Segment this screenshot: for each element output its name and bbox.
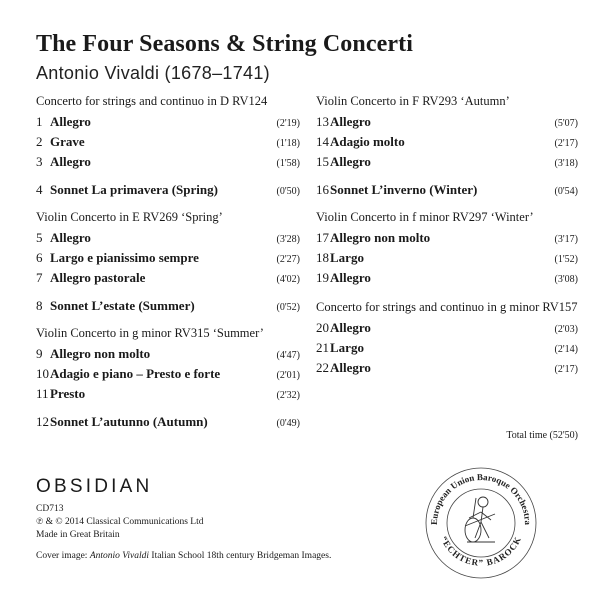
track-title: Adagio molto xyxy=(330,134,405,149)
track-duration: (2'01) xyxy=(276,370,300,381)
track-duration: (5'07) xyxy=(554,118,578,129)
track-row-sonnet xyxy=(36,412,300,432)
track-number: 5 xyxy=(36,230,43,245)
copyright-line: ℗ & © 2014 Classical Communications Ltd xyxy=(36,517,204,527)
record-label-logo: OBSIDIAN xyxy=(36,476,153,497)
credit-prefix: Cover image: xyxy=(36,551,90,561)
track-title: Allegro xyxy=(50,154,91,169)
track-row xyxy=(316,228,578,248)
track-row-sonnet xyxy=(316,180,578,200)
track-title: Allegro xyxy=(330,320,371,335)
track-title: Allegro xyxy=(50,230,91,245)
track-row xyxy=(36,384,300,404)
track-number: 3 xyxy=(36,154,43,169)
page-subtitle: Antonio Vivaldi (1678–1741) xyxy=(36,63,270,83)
track-row xyxy=(36,248,300,268)
tracklist-right-column xyxy=(316,94,578,378)
track-title: Allegro non molto xyxy=(330,230,431,245)
release-info xyxy=(36,503,203,542)
track-row xyxy=(36,152,300,172)
track-number: 13 xyxy=(316,114,329,129)
work-heading: Concerto for strings and continuo in D RV124 xyxy=(36,94,268,108)
track-duration: (2'17) xyxy=(554,138,578,149)
track-duration: (1'52) xyxy=(554,254,578,265)
track-duration: (2'14) xyxy=(554,344,578,355)
track-title: Sonnet L’inverno (Winter) xyxy=(330,182,478,197)
track-title: Sonnet L’autunno (Autumn) xyxy=(50,414,208,429)
cello-musician-icon xyxy=(465,497,495,542)
track-row xyxy=(316,248,578,268)
track-number: 12 xyxy=(36,414,49,429)
track-duration: (2'32) xyxy=(276,390,300,401)
track-title: Allegro xyxy=(330,360,371,375)
track-number: 2 xyxy=(36,134,43,149)
track-title: Allegro xyxy=(330,154,371,169)
credit-artist: Antonio Vivaldi xyxy=(89,551,150,561)
track-title: Allegro pastorale xyxy=(50,270,146,285)
track-title: Allegro xyxy=(50,114,91,129)
track-row xyxy=(36,228,300,248)
track-duration: (2'17) xyxy=(554,364,578,375)
track-row-sonnet xyxy=(36,296,300,316)
track-title: Sonnet L’estate (Summer) xyxy=(50,298,195,313)
track-row xyxy=(316,268,578,288)
track-duration: (3'08) xyxy=(554,274,578,285)
track-number: 15 xyxy=(316,154,329,169)
track-title: Allegro xyxy=(330,114,371,129)
track-duration: (3'17) xyxy=(554,234,578,245)
track-number: 9 xyxy=(36,346,43,361)
track-duration: (1'18) xyxy=(276,138,300,149)
track-row xyxy=(36,268,300,288)
track-number: 7 xyxy=(36,270,43,285)
track-title: Largo e pianissimo sempre xyxy=(50,250,199,265)
track-row xyxy=(316,132,578,152)
orchestra-seal-logo xyxy=(421,462,541,582)
catalog-number: CD713 xyxy=(36,504,64,514)
track-number: 1 xyxy=(36,114,43,129)
work-heading: Concerto for strings and continuo in g minor RV157 xyxy=(316,300,578,314)
work-heading: Violin Concerto in f minor RV297 ‘Winter’ xyxy=(316,210,534,224)
track-row xyxy=(316,338,578,358)
track-row-sonnet xyxy=(36,180,300,200)
track-duration: (0'50) xyxy=(276,186,300,197)
track-duration: (3'18) xyxy=(554,158,578,169)
track-title: Largo xyxy=(330,340,364,355)
total-time: Total time (52'50) xyxy=(506,430,578,441)
track-number: 17 xyxy=(316,230,329,245)
track-number: 11 xyxy=(36,386,49,401)
track-number: 6 xyxy=(36,250,43,265)
track-title: Grave xyxy=(50,134,85,149)
track-title: Adagio e piano – Presto e forte xyxy=(50,366,221,381)
track-duration: (1'58) xyxy=(276,158,300,169)
seal-bottom-text: “ECHTER” BAROCK xyxy=(438,534,524,568)
track-row xyxy=(36,344,300,364)
track-number: 22 xyxy=(316,360,329,375)
track-number: 10 xyxy=(36,366,49,381)
tracklist-left-column xyxy=(36,94,300,442)
track-number: 16 xyxy=(316,182,329,197)
track-title: Presto xyxy=(50,386,86,401)
track-number: 14 xyxy=(316,134,329,149)
track-row xyxy=(316,112,578,132)
track-number: 8 xyxy=(36,298,43,313)
cover-credit xyxy=(36,551,331,561)
track-duration: (4'02) xyxy=(276,274,300,285)
track-duration: (0'49) xyxy=(276,418,300,429)
track-title: Allegro xyxy=(330,270,371,285)
track-row xyxy=(316,318,578,338)
track-duration: (2'03) xyxy=(554,324,578,335)
track-duration: (3'28) xyxy=(276,234,300,245)
track-duration: (0'52) xyxy=(276,302,300,313)
work-heading: Violin Concerto in E RV269 ‘Spring’ xyxy=(36,210,223,224)
work-heading: Violin Concerto in F RV293 ‘Autumn’ xyxy=(316,94,510,108)
track-number: 4 xyxy=(36,182,43,197)
track-duration: (0'54) xyxy=(554,186,578,197)
made-in-line: Made in Great Britain xyxy=(36,530,120,540)
track-row xyxy=(36,364,300,384)
seal-top-text: European Union Baroque Orchestra xyxy=(428,471,534,526)
track-duration: (2'19) xyxy=(276,118,300,129)
track-number: 21 xyxy=(316,340,329,355)
track-row xyxy=(316,152,578,172)
credit-suffix: Italian School 18th century Bridgeman Images. xyxy=(149,551,332,561)
track-row xyxy=(316,358,578,378)
track-number: 18 xyxy=(316,250,329,265)
track-duration: (2'27) xyxy=(276,254,300,265)
track-row xyxy=(36,132,300,152)
track-title: Sonnet La primavera (Spring) xyxy=(50,182,218,197)
track-number: 20 xyxy=(316,320,329,335)
track-row xyxy=(36,112,300,132)
track-duration: (4'47) xyxy=(276,350,300,361)
track-title: Allegro non molto xyxy=(50,346,151,361)
track-number: 19 xyxy=(316,270,329,285)
page-title: The Four Seasons & String Concerti xyxy=(36,31,413,57)
work-heading: Violin Concerto in g minor RV315 ‘Summer’ xyxy=(36,326,264,340)
track-title: Largo xyxy=(330,250,364,265)
